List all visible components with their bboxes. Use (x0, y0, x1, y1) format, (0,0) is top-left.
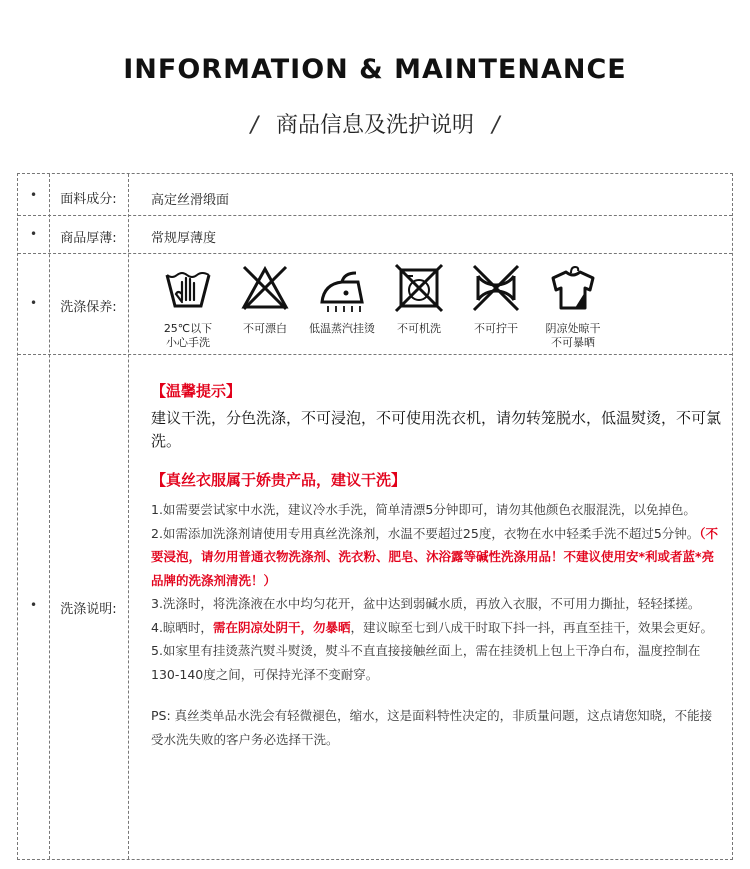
page-title: INFORMATION & MAINTENANCE (123, 54, 627, 85)
material-value: 高定丝滑缎面 (151, 193, 230, 208)
low-iron-steam-icon (316, 262, 368, 314)
care-item (307, 262, 377, 336)
tip-body: 建议干洗，分色洗涤，不可浸泡，不可使用洗衣机，请勿转笼脱水，低温熨烫，不可氯洗。 (151, 409, 722, 450)
care-icons (150, 262, 601, 362)
instruction-1: 1.如需要尝试家中水洗，建议冷水手洗，简单清漂5分钟即可，请勿其他颜色衣服混洗，以免掉色。 (151, 502, 696, 517)
subtitle-slash-right: / (492, 113, 500, 138)
wash-instructions (151, 380, 721, 751)
care-item (384, 262, 454, 336)
instruction-2: 2.如需添加洗涤剂请使用专用真丝洗涤剂，水温不要超过25度，衣物在水中轻柔手洗不超过5分钟。（不要浸泡，请勿用普通衣物洗涤剂、洗衣粉、肥皂、沐浴露等碱性洗涤用品！不建议使用安*利或者蓝*亮品牌的洗涤剂清洗！） (151, 525, 719, 588)
no-machine-wash-icon (393, 262, 445, 314)
subtitle-text: 商品信息及洗护说明 (275, 113, 474, 138)
instruction-5: 5.如家里有挂烫蒸汽熨斗熨烫，熨斗不直直接接触丝面上，需在挂烫机上包上干净白布，温度控制在130-140度之间，可保持光泽不变耐穿。 (151, 643, 701, 682)
instruction-2-warning: （不要浸泡，请勿用普通衣物洗涤剂、洗衣粉、肥皂、沐浴露等碱性洗涤用品！不建议使用安*利或者蓝*亮品牌的洗涤剂清洗！） (151, 525, 719, 588)
no-bleach-icon (239, 262, 291, 314)
column-divider (49, 174, 50, 859)
care-caption: 不可机洗 (397, 322, 441, 335)
hand-wash-25c-icon (162, 262, 214, 314)
care-caption: 不可拧干 (474, 322, 518, 335)
shade-dry-icon (547, 262, 599, 314)
material-label: 面料成分: (60, 192, 117, 207)
care-item (538, 262, 608, 350)
instruction-list (151, 498, 721, 686)
care-caption: 低温蒸汽挂烫 (309, 322, 375, 335)
care-item (153, 262, 223, 350)
care-item (461, 262, 531, 336)
column-divider (128, 174, 129, 859)
silk-heading: 【真丝衣服属于娇贵产品，建议干洗】 (151, 471, 407, 489)
no-wring-icon (470, 262, 522, 314)
care-caption: 阴凉处晾干 不可暴晒 (545, 322, 601, 349)
thickness-label: 商品厚薄: (60, 231, 117, 246)
row-bullet: • (29, 227, 38, 241)
row-divider (18, 253, 732, 254)
instruction-4: 4.晾晒时，需在阴凉处阴干，勿暴晒，建议晾至七到八成干时取下抖一抖，再直至挂干，效果会更好。 (151, 619, 713, 635)
subtitle-slash-left: / (250, 113, 258, 138)
row-bullet: • (29, 188, 38, 202)
care-caption: 不可漂白 (243, 322, 287, 335)
instruction-4-warning: 需在阴凉处阴干，勿暴晒 (212, 619, 351, 635)
thickness-value: 常规厚薄度 (151, 231, 217, 246)
care-label: 洗涤保养: (60, 300, 117, 315)
row-bullet: • (29, 598, 38, 612)
ps-note: PS: 真丝类单品水洗会有轻微褪色，缩水，这是面料特性决定的，非质量问题，这点请您知晓，不能接受水洗失败的客户务必选择干洗。 (151, 708, 713, 747)
instruction-3: 3.洗涤时，将洗涤液在水中均匀花开，盆中达到弱碱水质，再放入衣服，不可用力撕扯，轻轻揉搓。 (151, 596, 701, 611)
row-bullet: • (29, 296, 38, 310)
tip-heading: 【温馨提示】 (151, 382, 242, 400)
wash-label: 洗涤说明: (60, 602, 117, 617)
row-divider (18, 215, 732, 216)
care-item (230, 262, 300, 336)
page-subtitle (0, 108, 750, 139)
info-table (17, 173, 733, 860)
care-caption: 25℃以下 小心手洗 (163, 322, 213, 349)
